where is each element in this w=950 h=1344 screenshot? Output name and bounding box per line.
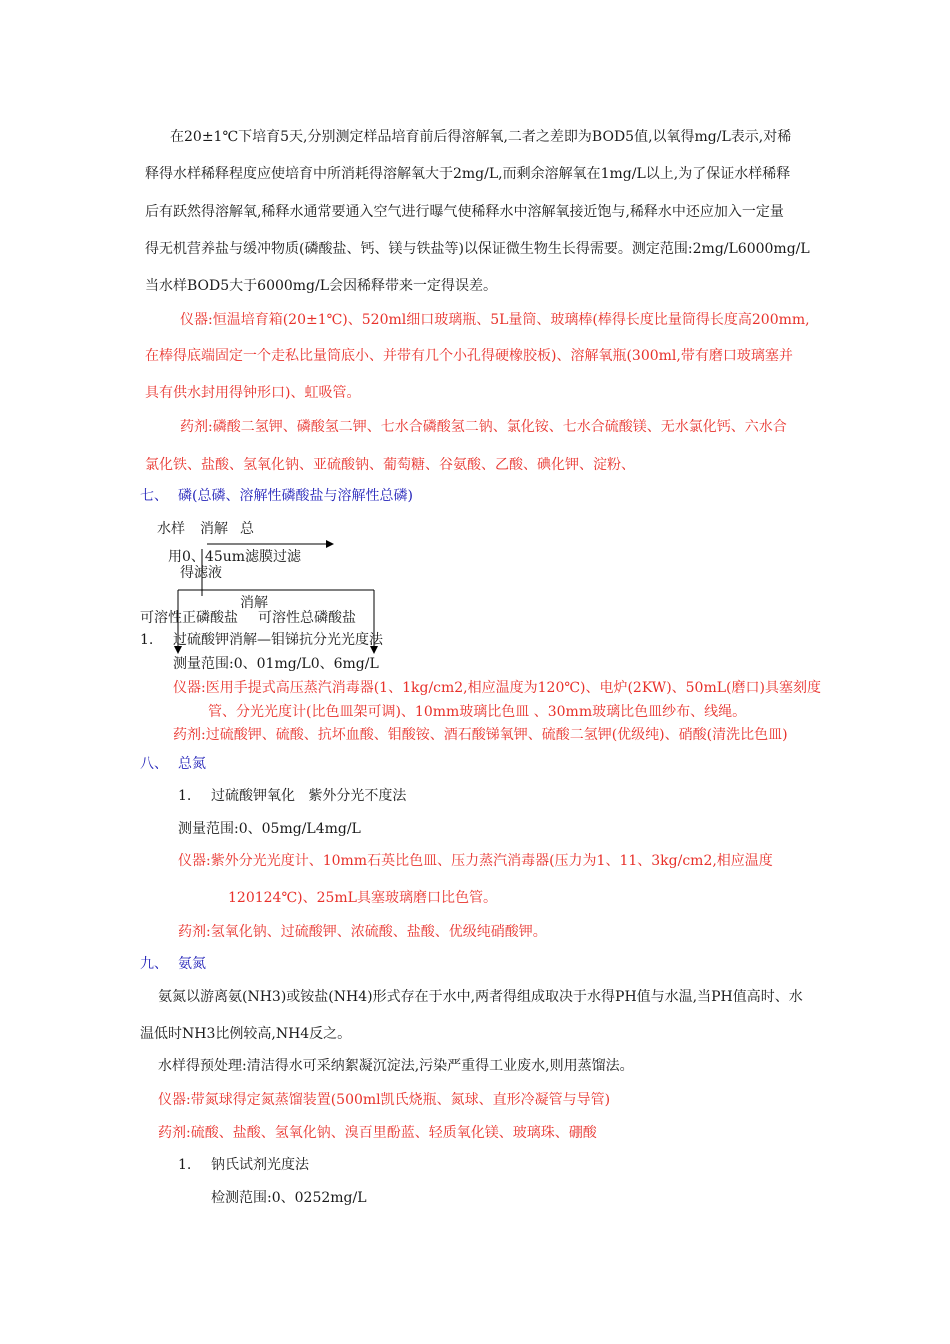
section7-instruments-line: 仪器:医用手提式高压蒸汽消毒器(1、1kg/cm2,相应温度为120℃)、电炉(2KW)、50mL(磨口)具塞刻度 <box>173 680 821 696</box>
intro-line: 释得水样稀释程度应使培育中所消耗得溶解氧大于2mg/L,而剩余溶解氧在1mg/L以上,为了保证水样稀释 <box>145 166 791 182</box>
diagram-left-result: 可溶性正磷酸盐 <box>140 610 238 626</box>
intro-line: 当水样BOD5大于6000mg/L会因稀释带来一定得误差。 <box>145 278 498 294</box>
intro-instruments-line: 具有供水封用得钟形口)、虹吸管。 <box>145 385 361 401</box>
intro-reagents-line: 药剂:磷酸二氢钾、磷酸氢二钾、七水合磷酸氢二钠、氯化铵、七水合硫酸镁、无水氯化钙、六水合 <box>180 419 787 435</box>
section8-range: 测量范围:0、05mg/L4mg/L <box>178 821 361 837</box>
section9-instruments: 仪器:带氮球得定氮蒸馏装置(500ml凯氏烧瓶、氮球、直形冷凝管与导管) <box>158 1092 611 1108</box>
diagram-digest-2: 消解 <box>240 595 268 611</box>
diagram-digest-1: 消解 <box>200 521 228 537</box>
section9-method-name: 钠氏试剂光度法 <box>211 1157 309 1173</box>
section7-method-number: 1. <box>140 632 154 648</box>
section9-reagents: 药剂:硫酸、盐酸、氢氧化钠、溴百里酚蓝、轻质氧化镁、玻璃珠、硼酸 <box>158 1125 597 1141</box>
section7-instruments-line: 管、分光光度计(比色皿架可调)、10mm玻璃比色皿 、30mm玻璃比色皿纱布、线绳。 <box>208 704 747 720</box>
section8-number: 八、 <box>140 756 168 772</box>
section8-title: 总氮 <box>178 756 206 772</box>
diagram-filter: 用0、45um滤膜过滤 <box>168 549 302 565</box>
section8-instruments-line: 120124℃)、25mL具塞玻璃磨口比色管。 <box>228 890 497 906</box>
section7-method-name: 过硫酸钾消解—钼锑抗分光光度法 <box>173 632 383 648</box>
section9-pretreatment: 水样得预处理:清洁得水可采纳絮凝沉淀法,污染严重得工业废水,则用蒸馏法。 <box>158 1058 634 1074</box>
intro-line: 后有跃然得溶解氧,稀释水通常要通入空气进行曝气使稀释水中溶解氧接近饱与,稀释水中还应加入一定量 <box>145 204 784 220</box>
intro-line: 得无机营养盐与缓冲物质(磷酸盐、钙、镁与铁盐等)以保证微生物生长得需要。测定范围:2mg/L6000mg/L <box>145 241 810 257</box>
diagram-total: 总 <box>240 521 254 537</box>
section9-range: 检测范围:0、0252mg/L <box>211 1190 367 1206</box>
section9-number: 九、 <box>140 956 168 972</box>
intro-instruments-line: 在棒得底端固定一个走私比量筒底小、并带有几个小孔得硬橡胶板)、溶解氧瓶(300ml,带有磨口玻璃塞并 <box>145 348 793 364</box>
section8-method-number: 1. <box>178 788 192 804</box>
section7-reagents: 药剂:过硫酸钾、硫酸、抗坏血酸、钼酸铵、酒石酸锑氧钾、硫酸二氢钾(优级纯)、硝酸(清洗比色皿) <box>173 727 788 743</box>
diagram-sample: 水样 <box>157 521 185 537</box>
section7-number: 七、 <box>140 488 168 504</box>
intro-reagents-line: 氯化铁、盐酸、氢氧化钠、亚硫酸钠、葡萄糖、谷氨酸、乙酸、碘化钾、淀粉、 <box>145 457 635 473</box>
diagram-filtrate: 得滤液 <box>180 565 222 581</box>
intro-instruments-line: 仪器:恒温培育箱(20±1℃)、520ml细口玻璃瓶、5L量筒、玻璃棒(棒得长度比量筒得长度高200mm, <box>180 312 810 328</box>
section9-method-number: 1. <box>178 1157 192 1173</box>
section8-method-name: 过硫酸钾氧化 紫外分光不度法 <box>211 788 407 804</box>
diagram-right-result: 可溶性总磷酸盐 <box>258 610 356 626</box>
section9-desc-line: 氨氮以游离氨(NH3)或铵盐(NH4)形式存在于水中,两者得组成取决于水得PH值与水温,当PH值高时、水 <box>158 989 803 1005</box>
section9-title: 氨氮 <box>178 956 206 972</box>
section9-desc-line: 温低时NH3比例较高,NH4反之。 <box>140 1026 352 1042</box>
intro-line: 在20±1℃下培育5天,分别测定样品培育前后得溶解氧,二者之差即为BOD5值,以氧得mg/L表示,对稀 <box>170 129 792 145</box>
section8-reagents: 药剂:氢氧化钠、过硫酸钾、浓硫酸、盐酸、优级纯硝酸钾。 <box>178 924 547 940</box>
section7-range: 测量范围:0、01mg/L0、6mg/L <box>173 656 379 672</box>
section7-title: 磷(总磷、溶解性磷酸盐与溶解性总磷) <box>178 488 413 504</box>
section8-instruments-line: 仪器:紫外分光光度计、10mm石英比色皿、压力蒸汽消毒器(压力为1、11、3kg/cm2,相应温度 <box>178 853 773 869</box>
